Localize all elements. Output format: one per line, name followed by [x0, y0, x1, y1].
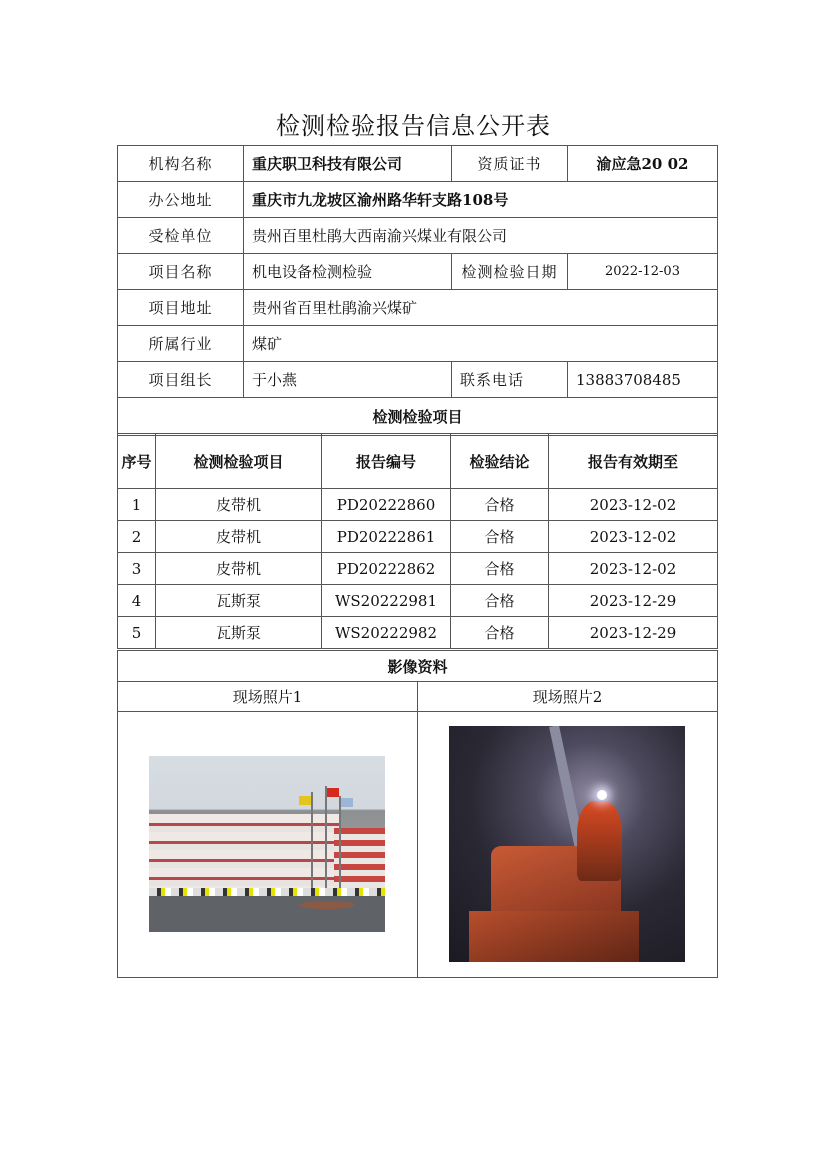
- photo2-cell: [418, 712, 718, 978]
- unit-row: [118, 218, 718, 254]
- row-result: 合格: [451, 617, 549, 649]
- row-report: PD20222861: [322, 521, 451, 553]
- address-row: [118, 182, 718, 218]
- flower-bed: [299, 901, 355, 909]
- addr-value: 重庆市九龙坡区渝州路华轩支路108号: [244, 182, 718, 218]
- table-row: [118, 521, 718, 553]
- row-valid: 2023-12-02: [549, 521, 718, 553]
- row-item: 皮带机: [156, 553, 322, 585]
- cert-label: 资质证书: [452, 146, 568, 182]
- date-value: 2022-12-03: [568, 254, 718, 290]
- unit-label: 受检单位: [118, 218, 244, 254]
- flag: [341, 798, 353, 807]
- phone-value: 13883708485: [568, 362, 718, 398]
- row-no: 4: [118, 585, 156, 617]
- info-table: [117, 145, 718, 436]
- flagpole: [311, 792, 313, 892]
- industry-row: [118, 326, 718, 362]
- photo2-label: 现场照片2: [418, 682, 718, 712]
- row-result: 合格: [451, 521, 549, 553]
- row-valid: 2023-12-02: [549, 489, 718, 521]
- cert-value: 渝应急20 02: [568, 146, 718, 182]
- flagpole: [325, 786, 327, 892]
- photo-label-row: [118, 682, 718, 712]
- photo1-label: 现场照片1: [118, 682, 418, 712]
- project-value: 机电设备检测检验: [244, 254, 452, 290]
- col-valid-header: 报告有效期至: [549, 434, 718, 489]
- site-label: 项目地址: [118, 290, 244, 326]
- page-title: 检测检验报告信息公开表: [276, 112, 551, 140]
- org-row: [118, 146, 718, 182]
- site-photo-underground: [449, 726, 685, 962]
- site-value: 贵州省百里杜鹃渝兴煤矿: [244, 290, 718, 326]
- date-label: 检测检验日期: [452, 254, 568, 290]
- col-no-header: 序号: [118, 434, 156, 489]
- row-no: 2: [118, 521, 156, 553]
- phone-label: 联系电话: [452, 362, 568, 398]
- row-report: PD20222862: [322, 553, 451, 585]
- pump-base: [469, 911, 639, 962]
- helmet-lamp: [597, 790, 607, 800]
- row-no: 5: [118, 617, 156, 649]
- org-value: 重庆职卫科技有限公司: [244, 146, 452, 182]
- flag: [327, 788, 339, 797]
- leader-row: [118, 362, 718, 398]
- parked-cars: [149, 888, 385, 896]
- flag: [299, 796, 311, 805]
- items-section-row: [118, 398, 718, 436]
- industry-label: 所属行业: [118, 326, 244, 362]
- items-table: [117, 433, 718, 649]
- parking-lot: [149, 894, 385, 932]
- row-report: WS20222981: [322, 585, 451, 617]
- worker-figure: [577, 801, 622, 881]
- row-item: 皮带机: [156, 489, 322, 521]
- row-result: 合格: [451, 489, 549, 521]
- row-report: PD20222860: [322, 489, 451, 521]
- project-row: [118, 254, 718, 290]
- col-item-header: 检测检验项目: [156, 434, 322, 489]
- leader-value: 于小燕: [244, 362, 452, 398]
- industry-value: 煤矿: [244, 326, 718, 362]
- addr-label: 办公地址: [118, 182, 244, 218]
- site-photo-building: [149, 756, 385, 932]
- row-item: 瓦斯泵: [156, 617, 322, 649]
- unit-value: 贵州百里杜鹃大西南渝兴煤业有限公司: [244, 218, 718, 254]
- table-row: [118, 585, 718, 617]
- project-label: 项目名称: [118, 254, 244, 290]
- photo1-cell: [118, 712, 418, 978]
- table-row: [118, 553, 718, 585]
- row-report: WS20222982: [322, 617, 451, 649]
- col-report-header: 报告编号: [322, 434, 451, 489]
- org-label: 机构名称: [118, 146, 244, 182]
- leader-label: 项目组长: [118, 362, 244, 398]
- photo-row: [118, 712, 718, 978]
- col-result-header: 检验结论: [451, 434, 549, 489]
- table-row: [118, 489, 718, 521]
- images-section-row: [118, 651, 718, 682]
- row-valid: 2023-12-02: [549, 553, 718, 585]
- row-valid: 2023-12-29: [549, 617, 718, 649]
- flagpole: [339, 796, 341, 892]
- items-header-row: [118, 434, 718, 489]
- row-no: 1: [118, 489, 156, 521]
- row-item: 皮带机: [156, 521, 322, 553]
- photos-table: [117, 650, 718, 978]
- site-row: [118, 290, 718, 326]
- row-result: 合格: [451, 553, 549, 585]
- row-result: 合格: [451, 585, 549, 617]
- items-section-title: 检测检验项目: [118, 398, 718, 436]
- row-valid: 2023-12-29: [549, 585, 718, 617]
- row-item: 瓦斯泵: [156, 585, 322, 617]
- images-section-title: 影像资料: [118, 651, 718, 682]
- row-no: 3: [118, 553, 156, 585]
- table-row: [118, 617, 718, 649]
- building-shape: [334, 828, 385, 894]
